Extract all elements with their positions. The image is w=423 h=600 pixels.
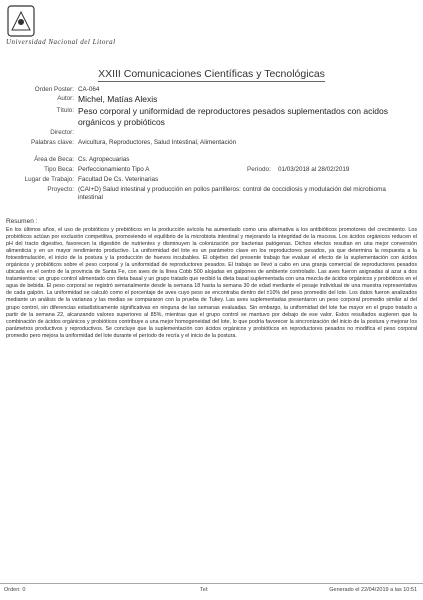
periodo-label: Período:	[247, 166, 271, 173]
area-label: Área de Beca:	[34, 156, 74, 163]
footer-tel: Tel:	[200, 587, 209, 593]
autor-value: Michel, Matías Alexis	[78, 94, 158, 104]
tipo-beca-value: Perfeccionamiento Tipo A	[78, 166, 150, 173]
tipo-beca-label: Tipo Beca:	[44, 166, 74, 173]
titulo-label: Título:	[56, 107, 74, 114]
proyecto-label: Proyecto:	[47, 186, 74, 193]
periodo-value: 01/03/2018 al 28/02/2019	[278, 166, 350, 173]
university-seal-icon	[6, 4, 36, 38]
footer-orden: Orden: 0	[4, 587, 26, 593]
university-name: Universidad Nacional del Litoral	[6, 38, 116, 46]
autor-label: Autor:	[57, 95, 74, 102]
resumen-text: En los últimos años, el uso de probióticos y prebióticos en la producción avícola ha aumentado como una alternativa a los antibióticos promotores del crecimiento. Los probióticos actúan por exclusión competitiva, promoviendo el equilibrio de la microbiota intestinal y mejorando la integridad de la mucosa. Los ácidos orgánicos reducen el pH del tracto digestivo, favorecen la digestión de nutrientes y disminuyen la colonización por bacterias patógenas. Dichos efectos resultan en una mejor conversión alimenticia y en un mayor rendimiento productivo. La uniformidad del lote es un parámetro clave en los reproductores pesados, ya que determina la respuesta a la fotoestimulación, el inicio de la postura y la producción de huevos incubables. El objetivo del presente trabajo fue evaluar el efecto de la suplementación con ácidos orgánicos y probióticos sobre el peso corporal y la uniformidad de reproductores pesados. El trabajo se llevó a cabo en una granja comercial de reproductores pesados ubicada en el centro de la provincia de Santa Fe, con aves de la línea Cobb 500 alojadas en galpones de ambiente controlado. Las aves fueron asignadas al azar a dos tratamientos: un grupo control alimentado con dieta basal y un grupo tratado que recibió la dieta basal suplementada con una mezcla de ácidos orgánicos y probióticos en el agua de bebida. El peso corporal se registró semanalmente desde la semana 18 hasta la semana 30 de edad mediante el pesaje individual de una muestra representativa de cada galpón. La uniformidad se calculó como el porcentaje de aves cuyo peso se encontraba dentro del ±10% del peso promedio del lote. Los datos fueron analizados mediante un análisis de la varianza y las medias se compararon con la prueba de Tukey. Las aves suplementadas presentaron un peso corporal promedio similar al del grupo control, sin diferencias estadísticamente significativas en ninguna de las semanas evaluadas. Sin embargo, la uniformidad del lote fue mayor en el grupo tratado a partir de la semana 22, alcanzando valores superiores al 85%, mientras que el grupo control se mantuvo por debajo de ese valor. Estos resultados sugieren que la combinación de ácidos orgánicos y probióticos contribuye a una mejor homogeneidad del lote, lo que podría favorecer la sincronización del inicio de la postura y mejorar los parámetros productivos y reproductivos. Se concluye que la suplementación con ácidos orgánicos y probióticos en reproductores pesados no modifica el peso corporal promedio pero mejora la uniformidad del lote durante el período de recría y el inicio de la postura.	[6, 227, 417, 339]
proyecto-value: (CAI+D) Salud intestinal y producción en pollos parrilleros: control de coccidiosis y modulación del microbioma intestinal	[78, 186, 386, 201]
orden-label: Orden Poster:	[34, 86, 74, 93]
director-label: Director:	[50, 129, 74, 136]
page-title: XXIII Comunicaciones Científicas y Tecnológicas	[98, 68, 325, 80]
university-logo	[6, 4, 146, 38]
lugar-value: Facultad De Cs. Veterinarias	[78, 176, 159, 183]
palabras-label: Palabras clave:	[30, 139, 74, 146]
lugar-label: Lugar de Trabajo:	[24, 176, 74, 183]
area-value: Cs. Agropecuarias	[78, 156, 130, 163]
titulo-value: Peso corporal y uniformidad de reproductores pesados suplementados con acidos orgánicos y probióticos	[78, 106, 388, 127]
footer-generated: Generado el 22/04/2019 a las 10:51	[329, 587, 417, 593]
palabras-value: Avicultura, Reproductores, Salud Intestinal, Alimentación	[78, 139, 237, 146]
resumen-label: Resumen :	[6, 218, 38, 225]
orden-value: CA-064	[78, 86, 100, 93]
page-footer	[0, 583, 423, 596]
